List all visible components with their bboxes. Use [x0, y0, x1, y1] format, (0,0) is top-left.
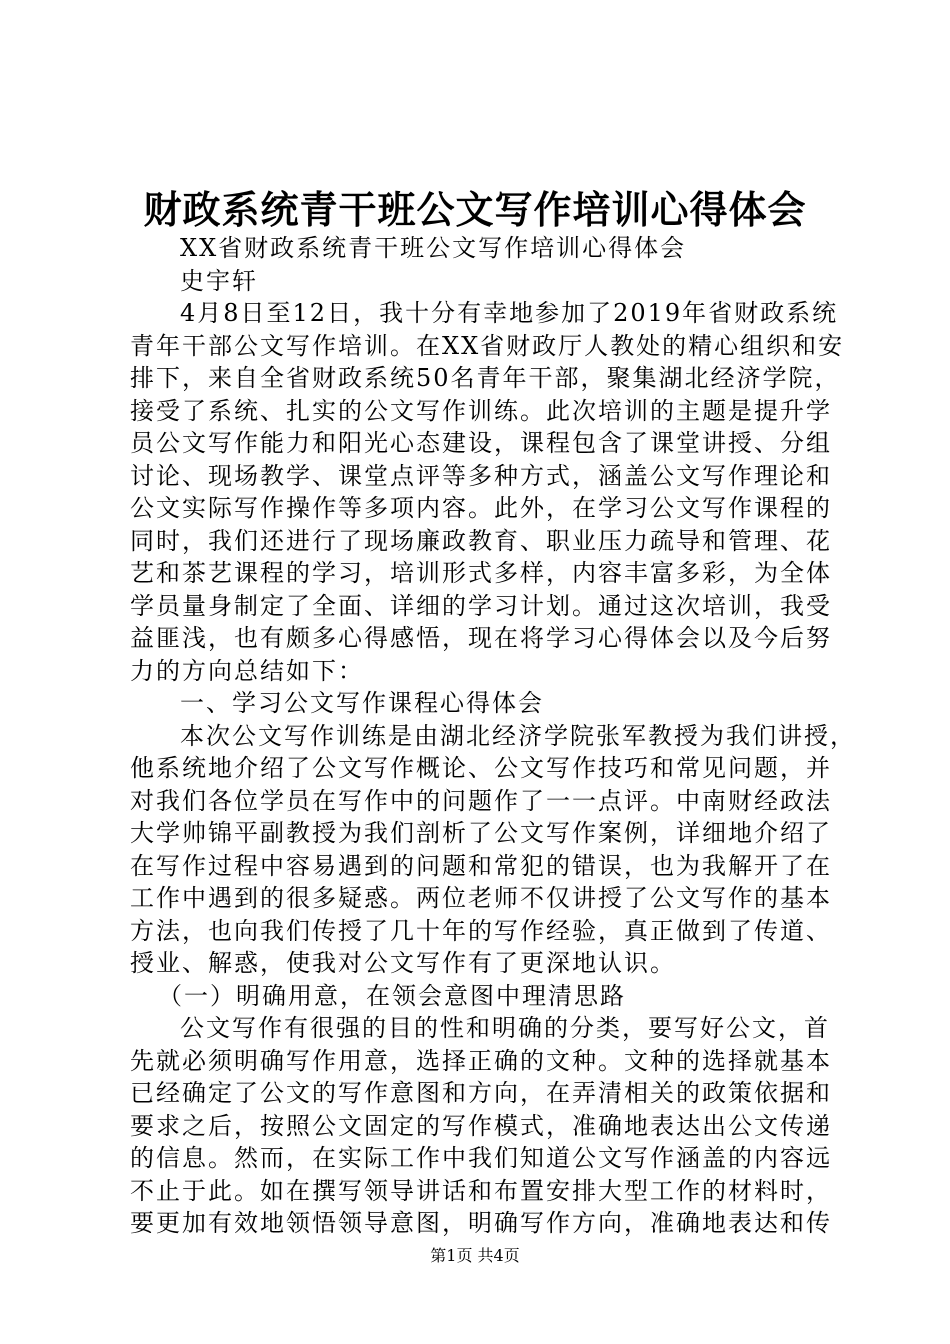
text-line: 的信息。然而，在实际工作中我们知道公文写作涵盖的内容远 — [130, 1144, 832, 1172]
text-line: 方法，也向我们传授了几十年的写作经验，真正做到了传道、 — [130, 916, 832, 945]
text-line: 学员量身制定了全面、详细的学习计划。通过这次培训，我受 — [130, 591, 832, 620]
text-line: 不止于此。如在撰写领导讲话和布置安排大型工作的材料时， — [130, 1176, 832, 1205]
text-line: 先就必须明确写作用意，选择正确的文种。文种的选择就基本 — [130, 1046, 832, 1075]
text-line: 授业、解惑，使我对公文写作有了更深地认识。 — [130, 949, 676, 977]
text-line: 已经确定了公文的写作意图和方向，在弄清相关的政策依据和 — [130, 1079, 832, 1107]
text-line: 讨论、现场教学、课堂点评等多种方式，涵盖公文写作理论和 — [130, 461, 832, 490]
text-line: 接受了系统、扎实的公文写作训练。此次培训的主题是提升学 — [130, 396, 832, 425]
text-line: 公文写作有很强的目的性和明确的分类，要写好公文，首 — [180, 1014, 830, 1042]
text-line: 排下，来自全省财政系统50名青年干部，聚集湖北经济学院， — [130, 364, 841, 392]
text-line: 要更加有效地领悟领导意图，明确写作方向，准确地表达和传 — [130, 1209, 832, 1237]
text-line: 在写作过程中容易遇到的问题和常犯的错误，也为我解开了在 — [130, 851, 832, 880]
text-line: 要求之后，按照公文固定的写作模式，准确地表达出公文传递 — [130, 1111, 832, 1140]
subsection-heading: （一）明确用意，在领会意图中理清思路 — [158, 981, 626, 1010]
text-line: 力的方向总结如下： — [130, 656, 364, 685]
text-line: 他系统地介绍了公文写作概论、公文写作技巧和常见问题，并 — [130, 754, 832, 782]
text-line: 对我们各位学员在写作中的问题作了一一点评。中南财经政法 — [130, 786, 832, 815]
text-line: 本次公文写作训练是由湖北经济学院张军教授为我们讲授， — [180, 721, 856, 750]
text-line: 员公文写作能力和阳光心态建设，课程包含了课堂讲授、分组 — [130, 429, 832, 457]
text-line: 益匪浅，也有颇多心得感悟，现在将学习心得体会以及今后努 — [130, 624, 832, 652]
text-line: 工作中遇到的很多疑惑。两位老师不仅讲授了公文写作的基本 — [130, 884, 832, 912]
document-body — [130, 232, 856, 1240]
text-line: 大学帅锦平副教授为我们剖析了公文写作案例，详细地介绍了 — [130, 819, 832, 847]
text-line: 青年干部公文写作培训。在XX省财政厅人教处的精心组织和安 — [130, 331, 845, 360]
document-title: 财政系统青干班公文写作培训心得体会 — [143, 187, 807, 232]
subtitle-line: XX省财政系统青干班公文写作培训心得体会 — [180, 234, 687, 262]
text-line: 艺和茶艺课程的学习，培训形式多样，内容丰富多彩，为全体 — [130, 559, 832, 587]
author-line: 史宇轩 — [180, 266, 258, 295]
section-heading: 一、学习公文写作课程心得体会 — [180, 689, 544, 717]
text-line: 同时，我们还进行了现场廉政教育、职业压力疏导和管理、花 — [130, 526, 832, 555]
page-footer: 第1页 共4页 — [430, 1246, 520, 1265]
text-line: 4月8日至12日，我十分有幸地参加了2019年省财政系统 — [180, 299, 839, 327]
text-line: 公文实际写作操作等多项内容。此外，在学习公文写作课程的 — [130, 494, 832, 522]
